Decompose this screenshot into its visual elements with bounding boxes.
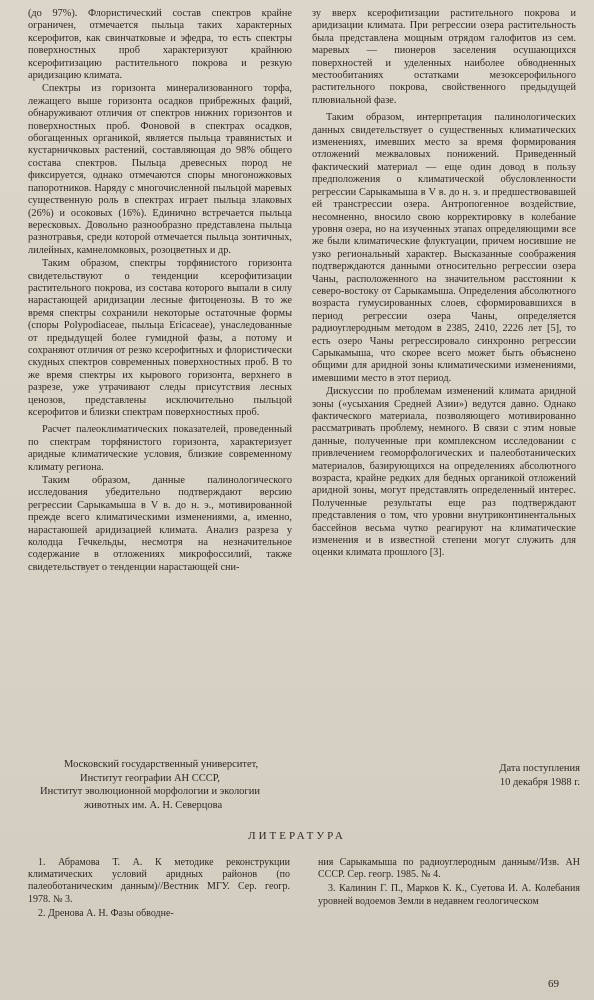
reference-item-continued: ния Сарыкамыша по радиоуглеродным данным//Изв. АН СССР. Сер. геогр. 1985. № 4. [318,857,580,881]
affiliation-line: Институт географии АН СССР, [80,772,220,784]
paragraph: Дискуссии по проблемам изменений климата аридной зоны («усыхания Средней Азии») ведутся давно. Однако фактического материала, позволяющего мотивированно рассматривать проблему, немного. В связи с этим новые данные, полученные при комплексном исследовании с привлечением геоморфологических и палеоботанических материалов, базирующихся на определениях абсолютного возраста, крайне редких для бедных органикой отложений аридной зоны, могут представлять определенный интерес. Полученные результаты еще раз подтверждают представления о том, что уровни внутриконтинентальных бассейнов весьма чутко реагируют на климатические изменения и в известной степени могут служить для оценки климата прошлого [3]. [312,386,576,559]
paragraph: Таким образом, спектры торфянистого горизонта свидетельствуют о тенденции ксерофитизации растительного покрова, из состава которого выпали в силу нарастающей аридизации лесные фитоценозы. В то же время спектры сохранили некоторые остаточные формы (споры Polypodiaceae, пыльца Ericaceae), унаследованные от предыдущей более гумидной фазы, а потому и сохраняют отличия от резко ксерофитных и флористически скудных спектров современных поверхностных проб. В то же время спектры их кырового горизонта, верхнего в разрезе, уже утрачивают следы присутствия лесных ценозов, представлены исключительно пыльцой ксерофитов и близки спектрам поверхностных проб. [28,258,292,418]
reference-item: 2. Дренова А. Н. Фазы обводне- [38,907,174,919]
right-column [312,8,576,574]
references-right-column [318,857,580,920]
affiliations [40,758,380,812]
affiliation-line: Московский государственный университет, [64,759,259,770]
received-date-block [412,762,580,789]
paragraph: (до 97%). Флористический состав спектров крайне ограничен, отмечается пыльца таких характерных ксерофитов, как свинчатковые и эфедра, то есть спектры поверхностных проб характеризуют крайнюю ксерофитизацию растительного покрова и резкую аридизацию климата. [28,8,292,82]
reference-item: 1. Абрамова Т. А. К методике реконструкции климатических условий аридных районов (по палеоботаническим данным)//Вестник МГУ. Сер. геогр. 1978. № 3. [28,857,290,905]
affiliation-block [40,758,580,818]
received-label: Дата поступления [499,763,580,774]
references [28,857,580,920]
affiliation-line: Институт эволюционной морфологии и экологии [40,786,260,797]
paragraph: зу вверх ксерофитизации растительного покрова и аридизации климата. При регрессии озера растительность была представлена мощным отрядом галофитов из сем. маревых — пионеров заселения осушающихся поверхностей и уделенных наиболее обводненных местообитаниях остатками мезоксерофильного растительного покрова, свойственного предыдущей плювиальной фазе. [312,8,576,106]
page-number: 69 [548,978,559,990]
references-left-column [28,857,290,920]
paragraph: Таким образом, интерпретация палинологических данных свидетельствует о существенных климатических изменениях, имевших место за время формирования отложений межваловых понижений. Приведенный фактический материал — еще один довод в пользу предположения о климатической обусловленности регрессии Сарыкамыша в V в. до н. э. и предшествовавшей ей трансгрессии озера. Антропогенное воздействие, несомненно, вносило свою корректировку в колебание уровня озера, но на изученных этапах определяющими все же были климатические флуктуации, причем носившие не узко региональный характер. Высказанные соображения подтверждаются данными относительно регрессии озера Чаны, расположенного на значительном расстоянии к северо-востоку от Сарыкамыша. Определения абсолютного возраста гумусированных слоев, сформировавшихся в период регрессии озера Чаны, определяется радиоуглеродным методом в 2385, 2410, 2226 лет [5], то есть озеро Чаны регрессировало синхронно регрессии Сарыкамыша, что скорее всего может быть объяснено общими для аридной зоны климатическими изменениями, имевшими место в этот период. [312,112,576,384]
received-date: 10 декабря 1988 г. [499,776,580,788]
paragraph: Расчет палеоклиматических показателей, проведенный по спектрам торфянистого горизонта, характеризует аридные климатические условия, близкие современному климату региона. [28,424,292,473]
reference-item: 3. Калинин Г. П., Марков К. К., Суетова И. А. Колебания уровней водоемов Земли в недавнем геологическом [318,883,580,907]
left-column [28,8,292,574]
paragraph: Спектры из горизонта минерализованного торфа, лежащего выше горизонта осадков прибрежных фаций, обнаруживают отличия от спектров нижних горизонтов и поверхностных проб. Фоновой в спектрах осадков, обогащенных органикой, является пыльца травянистых и кустарничковых растений, составляющая до 98% общего состава спектров. Пыльца древесных пород не фиксируется, однако отмечаются споры многоножковых папоротников. Наряду с многочисленной пыльцой маревых существенную роль в спектрах играет пыльца злаковых (26%) и осоковых (16%). Единично встречается пыльца вересковых. Довольно разнообразно представлена пыльца разнотравья, среди которой отмечается пыльца зонтичных, лилейных, камнеломковых, розоцветных и др. [28,83,292,256]
article-body [28,8,576,574]
literature-title: ЛИТЕРАТУРА [248,830,346,842]
paragraph: Таким образом, данные палинологического исследования убедительно подтверждают версию регрессии Сарыкамыша в V в. до н. э., мотивированной прежде всего климатическими изменениями, а, именно, нарастаюшей аридизацией климата. Анализ разреза у колодца Гечкельды, несмотря на незначительное содержание в отложениях микрофоссилий, также свидетельствует о тенденции нарастающей сни- [28,475,292,573]
affiliation-line: животных им. А. Н. Северцова [84,799,223,811]
